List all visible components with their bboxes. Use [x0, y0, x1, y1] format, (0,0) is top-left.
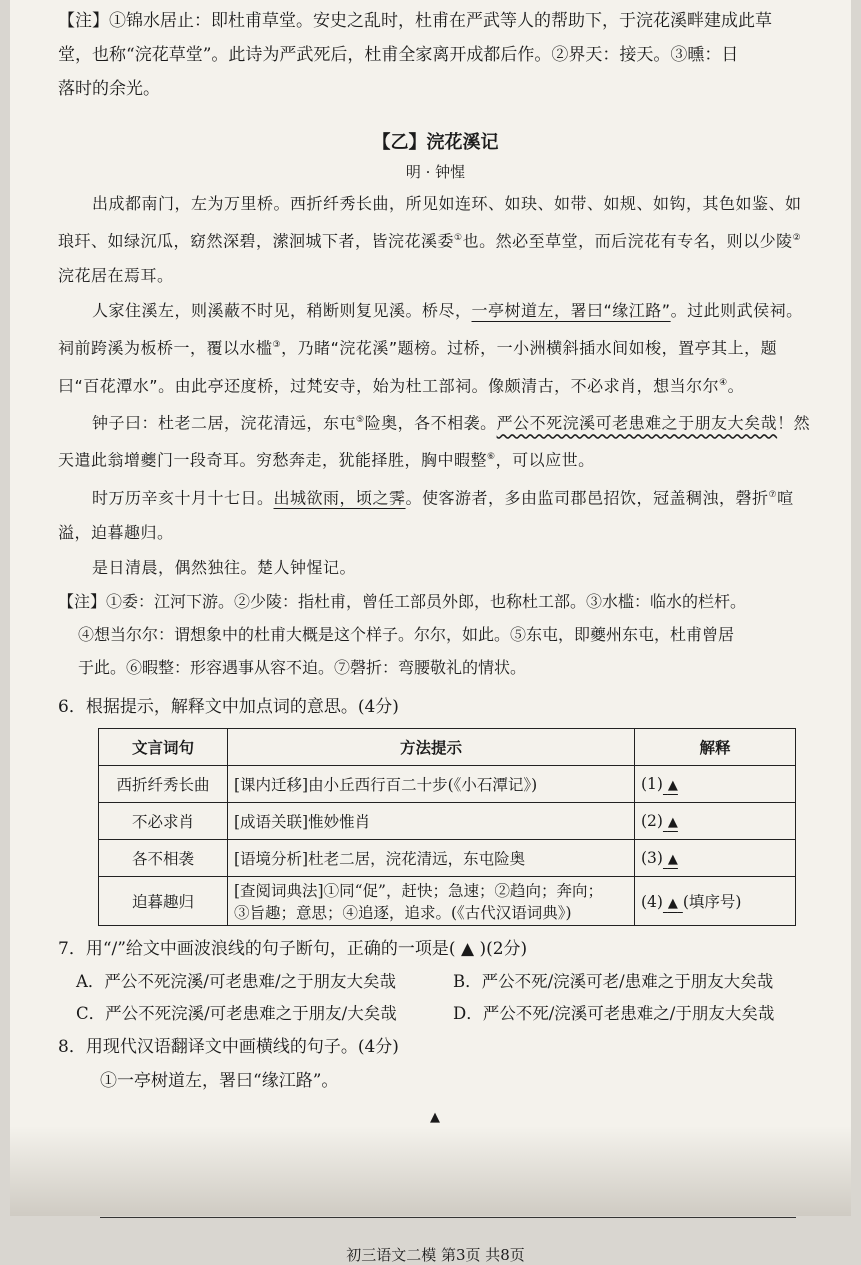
q6-table [98, 728, 796, 926]
question-7: 7．用“/”给文中画波浪线的句子断句，正确的一项是( ▲ )(2分) [58, 938, 528, 959]
answer-blank[interactable]: (1) ▲ [635, 765, 796, 802]
page-edge-shadow [10, 1126, 851, 1216]
passage-title: 【乙】浣花溪记 [372, 132, 499, 153]
underlined-sentence-1: 一亭树道左，署曰“缘江路” [471, 301, 671, 321]
answer-blank[interactable]: (4) ▲ (填序号) [635, 876, 796, 925]
question-6: 6．根据提示，解释文中加点词的意思。(4分) [58, 696, 399, 717]
underlined-sentence-2: 出城欲雨，顷之霁 [273, 487, 406, 507]
option-c[interactable]: C．严公不死浣溪/可老患难之于朋友/大矣哉 [76, 1003, 397, 1023]
top-note: 【注】①锦水居止：即杜甫草堂。安史之乱时，杜甫在严武等人的帮助下，于浣花溪畔建成此草 堂，也称“浣花草堂”。此诗为严武死后，杜甫全家离开成都后作。②界天：接天。③曛：日 落时的余光。 [58, 11, 772, 99]
paragraph-2: 人家住溪左，则溪蔽不时见，稍断则复见溪。桥尽，一亭树道左，署曰“缘江路”。过此则武侯祠。祠前跨溪为板桥一，覆以水槛③，乃睹“浣花溪”题榜。过桥，一小洲横斜插水间如梭，置亭其上，题曰“百花潭水”。由此亭还度桥，过梵安寺，始为杜工部祠。像颇清古，不必求肖，想当尔尔④。 [58, 301, 803, 395]
paragraph-5: 是日清晨，偶然独往。楚人钟惺记。 [92, 557, 357, 577]
question-8: 8．用现代汉语翻译文中画横线的句子。(4分) [58, 1036, 399, 1057]
passage-author: 明 · 钟惺 [405, 163, 466, 181]
wavy-underlined-sentence: 严公不死浣溪可老患难之于朋友大矣哉 [496, 413, 778, 433]
annotations: 【注】①委：江河下游。②少陵：指杜甫，曾任工部员外郎，也称杜工部。③水槛：临水的栏杆。 ④想当尔尔：谓想象中的杜甫大概是这个样子。尔尔，如此。⑤东屯，即夔州东屯，杜甫曾居 于此。⑥暇整：形容遇事从容不迫。⑦磬折：弯腰敬礼的情状。 [58, 591, 747, 677]
passage-body [58, 186, 813, 585]
q8-sentence-1: ①一亭树道左，署曰“缘江路”。 [100, 1070, 339, 1091]
option-d[interactable]: D．严公不死/浣溪可老患难之/于朋友大矣哉 [453, 1003, 775, 1023]
paragraph-4: 时万历辛亥十月十七日。出城欲雨，顷之霁。使客游者，多由监司郡邑招饮，冠盖稠浊，磬折⑦喧溢，迫暮趣归。 [58, 487, 794, 542]
table-row: 不必求肖 [成语关联]惟妙惟肖 (2) ▲ [99, 802, 796, 839]
option-a[interactable]: A．严公不死浣溪/可老患难/之于朋友大矣哉 [76, 971, 397, 991]
paragraph-1: 出成都南门，左为万里桥。西折纤秀长曲，所见如连环、如玦、如带、如规、如钩，其色如鉴、如琅玕、如绿沉瓜，窈然深碧，潆洄城下者，皆浣花溪委①也。然必至草堂，而后浣花有专名，则以少陵②浣花居在焉耳。 [58, 194, 802, 286]
paragraph-3: 钟子曰：杜老二居，浣花清远，东屯⑤险奥，各不相袭。严公不死浣溪可老患难之于朋友大矣哉！然天遣此翁增夔门一段奇耳。穷愁奔走，犹能择胜，胸中暇整⑥，可以应世。 [58, 413, 811, 470]
table-header-row: 文言词句 方法提示 解释 [99, 728, 796, 765]
q7-options [58, 966, 813, 1030]
table-row: 各不相袭 [语境分析]杜老二居，浣花清远，东屯险奥 (3) ▲ [99, 839, 796, 876]
table-row: 西折纤秀长曲 [课内迁移]由小丘西行百二十步(《小石潭记》) (1) ▲ [99, 765, 796, 802]
answer-line-1[interactable]: ▲ [100, 1098, 796, 1137]
page-footer: 初三语文二模 第3页 共8页 [346, 1245, 525, 1264]
answer-blank[interactable]: (2) ▲ [635, 802, 796, 839]
answer-blank[interactable]: (3) ▲ [635, 839, 796, 876]
option-b[interactable]: B．严公不死/浣溪可老/患难之于朋友大矣哉 [453, 971, 774, 991]
table-row: 迫暮趣归 [查阅词典法]①同“促”，赶快；急速；②趋向；奔向； ③旨趣；意思；④追逐，追求。(《古代汉语词典》) (4) ▲ (填序号) [99, 876, 796, 925]
exam-page [10, 0, 851, 1264]
